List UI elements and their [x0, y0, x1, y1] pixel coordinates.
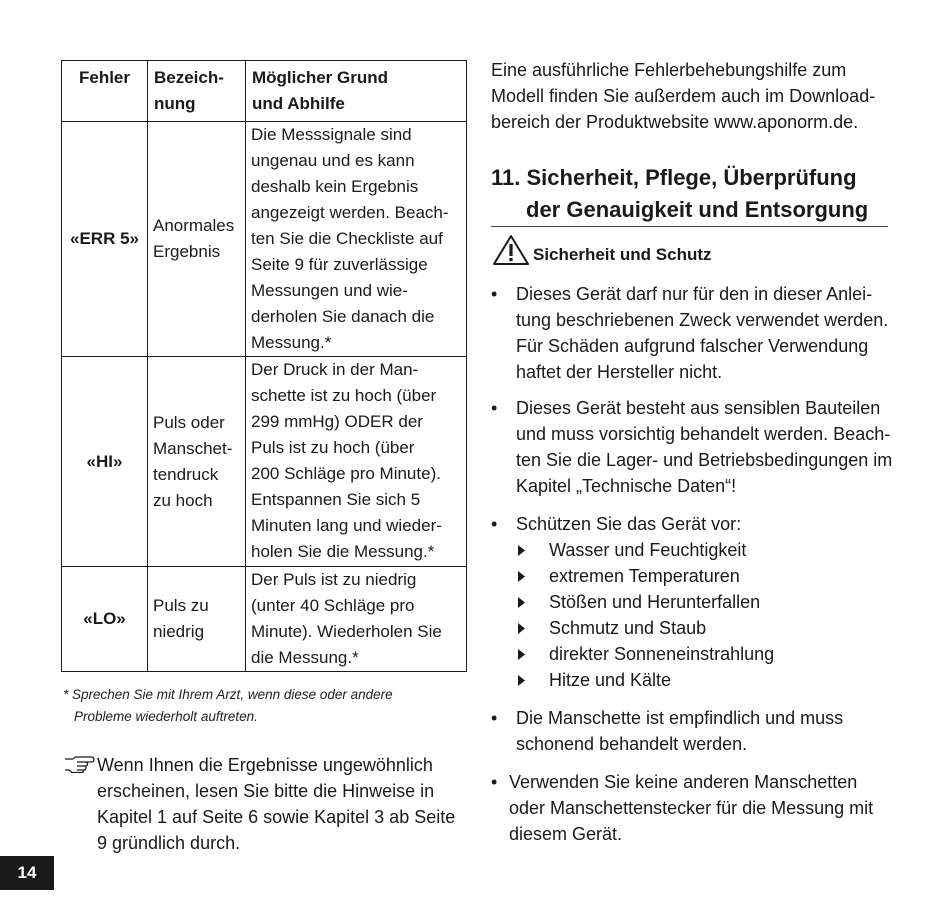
error-code: «HI» [62, 357, 148, 567]
sublist-item: Schmutz und Staub [491, 615, 891, 641]
sublist-item: Hitze und Kälte [491, 667, 891, 693]
error-reason: Der Puls ist zu niedrig (unter 40 Schläge pro Minute). Wiederholen Sie die Messung.* [246, 567, 467, 672]
list-item: • Verwenden Sie keine anderen Manschetten oder Manschettenstecker für die Messung mit diesem Gerät. [491, 769, 891, 847]
table-row [62, 567, 467, 672]
error-name: Puls zu niedrig [148, 567, 246, 672]
header-grund: Möglicher Grund und Abhilfe [246, 61, 467, 122]
bullet: • [491, 284, 498, 304]
sublist-item: extremen Temperaturen [491, 563, 891, 589]
bullet: • [491, 514, 498, 534]
arrow-right-icon [518, 571, 525, 582]
list-item: • Die Manschette ist empfindlich und muss schonend behandelt werden. [491, 705, 891, 757]
error-code: «ERR 5» [62, 122, 148, 357]
header-bezeichnung: Bezeich- nung [148, 61, 246, 122]
section-title: 11. Sicherheit, Pflege, Überprüfung der Genauigkeit und Entsorgung [491, 165, 869, 222]
error-name: Puls oder Manschet- tendruck zu hoch [148, 357, 246, 567]
sublist-item: Stößen und Herunterfallen [491, 589, 891, 615]
list-item: • Dieses Gerät besteht aus sensiblen Bauteilen und muss vorsichtig behandelt werden. Beach- ten Sie die Lager- und Betriebsbedingungen im Kapitel „Technische Daten“! [491, 395, 891, 499]
sublist-item: Wasser und Feuchtigkeit [491, 537, 891, 563]
sublist-item: direkter Sonneneinstrahlung [491, 641, 891, 667]
page-number: 14 [0, 856, 54, 890]
error-reason: Die Messsignale sind ungenau und es kann deshalb kein Ergebnis angezeigt werden. Beach- ten Sie die Checkliste auf Seite 9 für zuverlässige Messungen und wie- derholen Sie danach die Messung.* [246, 122, 467, 357]
arrow-right-icon [518, 623, 525, 634]
intro-paragraph: Eine ausführliche Fehlerbehebungshilfe zum Modell finden Sie außerdem auch im Download- bereich der Produktwebsite www.aponorm.de. [491, 60, 876, 132]
header-fehler: Fehler [62, 61, 148, 122]
arrow-right-icon [518, 675, 525, 686]
warning-triangle-icon [492, 234, 530, 266]
error-code: «LO» [62, 567, 148, 672]
bullet: • [491, 708, 498, 728]
subheading: Sicherheit und Schutz [492, 234, 712, 272]
footnote: * Sprechen Sie mit Ihrem Arzt, wenn diese oder andere Probleme wiederholt auftreten. [63, 687, 393, 724]
error-table [61, 60, 467, 672]
table-header-row [62, 61, 467, 122]
list-item: • Dieses Gerät darf nur für den in dieser Anlei- tung beschriebenen Zweck verwendet werden. Für Schäden aufgrund falscher Verwendung haftet der Hersteller nicht. [491, 281, 891, 385]
bullet: • [491, 772, 498, 792]
table-row [62, 357, 467, 567]
list-item: • Schützen Sie das Gerät vor: Wasser und Feuchtigkeit extremen Temperaturen Stößen und Herunterfallen Schmutz und Staub direkter Sonneneinstrahlung Hitze und Kälte [491, 511, 891, 693]
error-reason: Der Druck in der Man- schette ist zu hoch (über 299 mmHg) ODER der Puls ist zu hoch (über 200 Schläge pro Minute). Entspannen Sie sich 5 Minuten lang und wieder- holen Sie die Messung.* [246, 357, 467, 567]
arrow-right-icon [518, 545, 525, 556]
bullet: • [491, 398, 498, 418]
arrow-right-icon [518, 649, 525, 660]
hint-note: Wenn Ihnen die Ergebnisse ungewöhnlich erscheinen, lesen Sie bitte die Hinweise in Kapitel 1 auf Seite 6 sowie Kapitel 3 ab Seite 9 gründlich durch. [63, 752, 463, 856]
arrow-right-icon [518, 597, 525, 608]
table-row [62, 122, 467, 357]
section-divider [491, 226, 888, 227]
pointing-hand-icon [63, 753, 97, 773]
sublist [491, 537, 891, 693]
error-name: Anormales Ergebnis [148, 122, 246, 357]
